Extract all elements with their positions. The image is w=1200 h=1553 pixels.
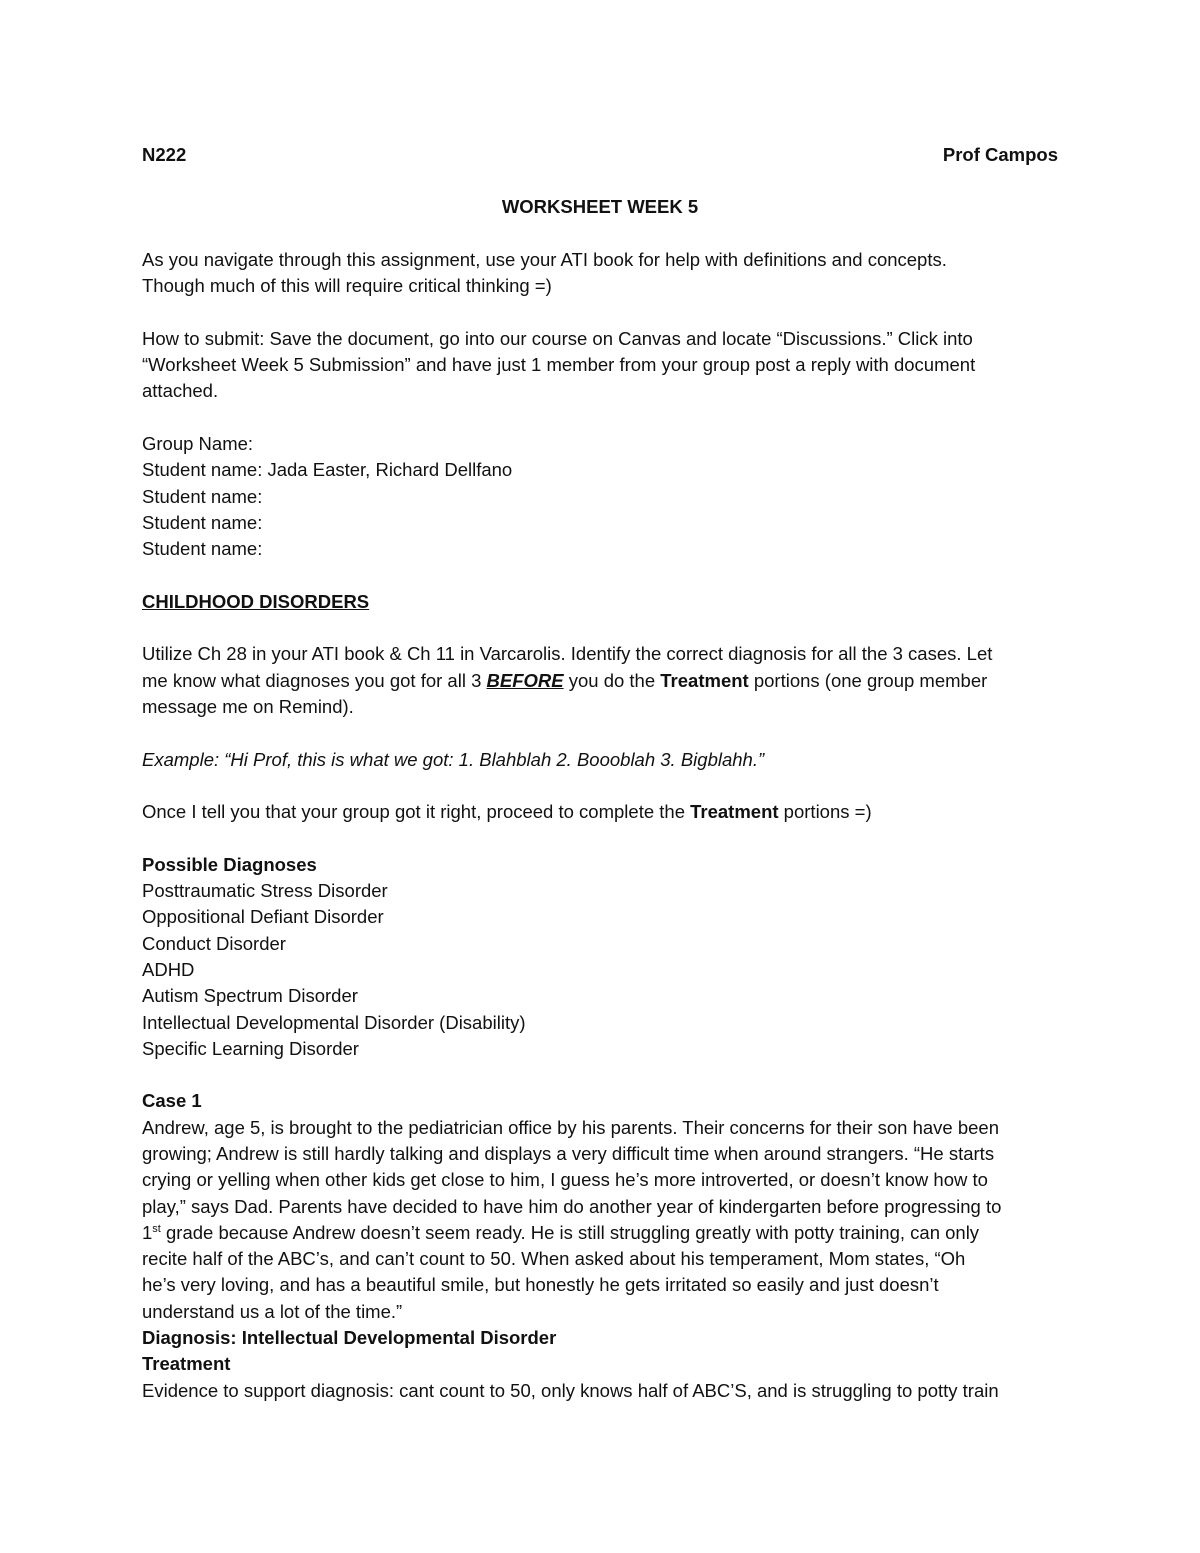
instructions-text: you do the	[563, 669, 661, 691]
intro-line: Though much of this will require critical thinking =)	[142, 275, 552, 297]
case-text-line: recite half of the ABC’s, and can’t count to 50. When asked about his temperament, Mom states, “Oh	[142, 1248, 966, 1270]
case-text-line: Andrew, age 5, is brought to the pediatrician office by his parents. Their concerns for their son have been	[142, 1116, 999, 1138]
group-name-label: Group Name:	[142, 432, 254, 454]
proceed-text: Once I tell you that your group got it right, proceed to complete the	[142, 801, 691, 823]
document-header	[142, 142, 1058, 168]
case-text: grade because Andrew doesn’t seem ready. He is still struggling greatly with potty training, can only	[160, 1221, 980, 1243]
student-name-line: Student name: Jada Easter, Richard Dellfano	[142, 459, 513, 481]
diagnosis-item: Posttraumatic Stress Disorder	[142, 880, 388, 902]
worksheet-page	[142, 140, 1058, 1404]
diagnoses-heading: Possible Diagnoses	[142, 853, 317, 875]
student-name-line: Student name:	[142, 538, 263, 560]
instructions-text: me know what diagnoses you got for all 3	[142, 669, 487, 691]
example-line: Example: “Hi Prof, this is what we got: 1. Blahblah 2. Boooblah 3. Bigblahh.”	[142, 748, 765, 770]
ordinal-number: 1	[142, 1221, 153, 1243]
group-info	[142, 431, 1058, 562]
case-diagnosis: Diagnosis: Intellectual Developmental Disorder	[142, 1327, 557, 1349]
course-code: N222	[142, 144, 187, 165]
ordinal-suffix: st	[152, 1222, 161, 1235]
submit-line: How to submit: Save the document, go into our course on Canvas and locate “Discussions.” Click into	[142, 327, 973, 349]
diagnosis-item: Autism Spectrum Disorder	[142, 985, 358, 1007]
diagnosis-item: Conduct Disorder	[142, 932, 286, 954]
instructions-line: message me on Remind).	[142, 695, 354, 717]
treatment-heading: Treatment	[142, 1353, 231, 1375]
treatment-emphasis: Treatment	[690, 801, 779, 823]
evidence-line: Evidence to support diagnosis: cant count to 50, only knows half of ABC’S, and is struggling to potty train	[142, 1379, 999, 1401]
submit-instructions	[142, 326, 1058, 405]
instructor-name: Prof Campos	[942, 144, 1058, 165]
treatment-emphasis: Treatment	[660, 669, 749, 691]
section-heading: CHILDHOOD DISORDERS	[142, 590, 370, 612]
submit-line: attached.	[142, 380, 219, 402]
case-heading: Case 1	[142, 1090, 202, 1112]
case-text-line: crying or yelling when other kids get close to him, I guess he’s more introverted, or doesn’t know how to	[142, 1169, 988, 1191]
instructions-line: Utilize Ch 28 in your ATI book & Ch 11 in Varcarolis. Identify the correct diagnosis for all the 3 cases. Let	[142, 643, 993, 665]
instructions-text: portions (one group member	[748, 669, 988, 691]
submit-line: “Worksheet Week 5 Submission” and have just 1 member from your group post a reply with document	[142, 354, 976, 376]
document-title: WORKSHEET WEEK 5	[501, 196, 699, 218]
diagnosis-item: Specific Learning Disorder	[142, 1037, 359, 1059]
case-text-line: he’s very loving, and has a beautiful smile, but honestly he gets irritated so easily and just doesn’t	[142, 1274, 939, 1296]
proceed-text: portions =)	[778, 801, 872, 823]
case-text-line: growing; Andrew is still hardly talking and displays a very difficult time when around strangers. “He starts	[142, 1142, 995, 1164]
diagnosis-item: Intellectual Developmental Disorder (Disability)	[142, 1011, 526, 1033]
case-text-line: understand us a lot of the time.”	[142, 1300, 403, 1322]
intro-line: As you navigate through this assignment, use your ATI book for help with definitions and concepts.	[142, 248, 947, 270]
case-1	[142, 1088, 1058, 1404]
student-name-line: Student name:	[142, 511, 263, 533]
case-text-line: play,” says Dad. Parents have decided to have him do another year of kindergarten before progressing to	[142, 1195, 1002, 1217]
diagnosis-item: ADHD	[142, 958, 195, 980]
case-text-line	[142, 1220, 1058, 1246]
before-emphasis: BEFORE	[486, 669, 564, 691]
diagnosis-instructions	[142, 641, 1058, 720]
student-name-line: Student name:	[142, 485, 263, 507]
diagnosis-item: Oppositional Defiant Disorder	[142, 906, 384, 928]
possible-diagnoses	[142, 852, 1058, 1062]
intro-paragraph	[142, 247, 1058, 300]
proceed-line	[142, 799, 1058, 825]
instructions-line	[142, 668, 1058, 694]
